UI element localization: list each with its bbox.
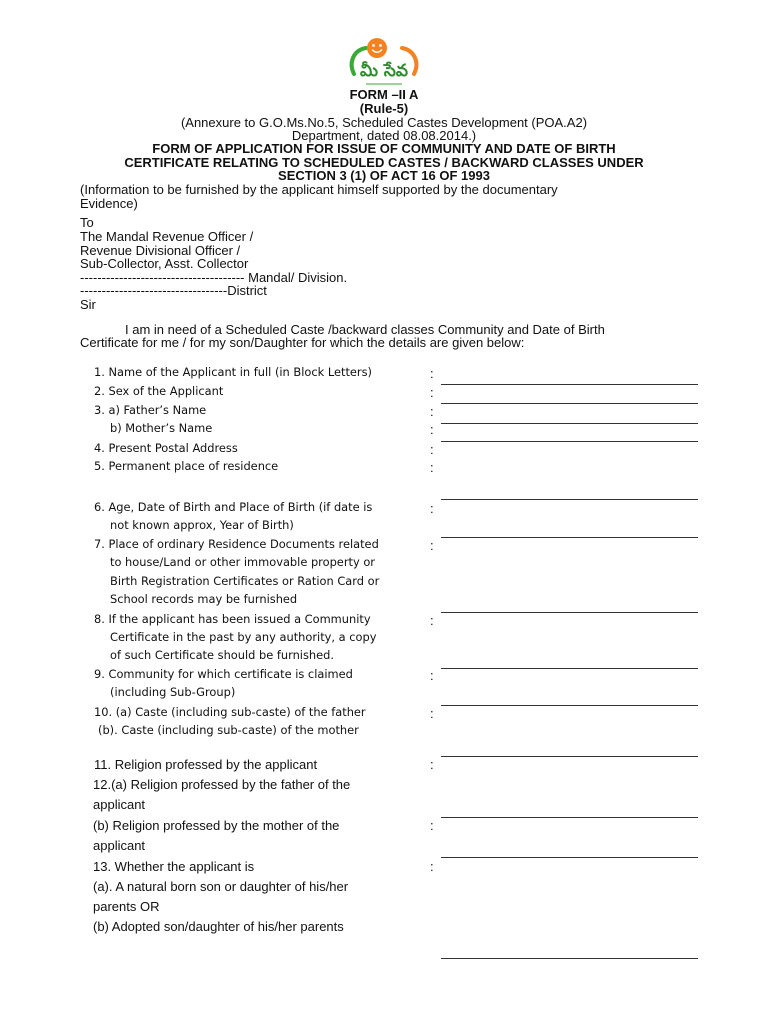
question-3a-label: 3. a) Father’s Name: [94, 403, 207, 417]
annexure-line-1: (Annexure to G.O.Ms.No.5, Scheduled Castes Development (POA.A2): [180, 115, 588, 130]
answer-line-q13[interactable]: [441, 958, 698, 959]
colon-q3b: :: [430, 422, 434, 437]
intro-line-1: I am in need of a Scheduled Caste /backward classes Community and Date of Birth: [125, 322, 605, 337]
question-8-label-line-3: of such Certificate should be furnished.: [110, 648, 334, 662]
option-a-line-2: parents OR: [93, 899, 160, 914]
question-11-label: 11. Religion professed by the applicant: [94, 757, 318, 772]
form-title: FORM –II A: [349, 87, 419, 102]
address-line-1: The Mandal Revenue Officer /: [80, 229, 254, 244]
answer-line-q9[interactable]: [441, 705, 698, 706]
address-to: To: [80, 215, 94, 230]
main-title-line-1: FORM OF APPLICATION FOR ISSUE OF COMMUNITY AND DATE OF BIRTH: [152, 141, 616, 156]
question-6-label-line-1: 6. Age, Date of Birth and Place of Birth (if date is: [94, 500, 373, 514]
address-line-2: Revenue Divisional Officer /: [80, 243, 241, 258]
answer-line-q3b[interactable]: [441, 441, 698, 442]
logo-script-text: మీ సేవ: [360, 61, 408, 81]
answer-line-q1[interactable]: [441, 384, 698, 385]
answer-line-q10[interactable]: [441, 756, 698, 757]
colon-q10: :: [430, 706, 434, 721]
question-13-label: 13. Whether the applicant is: [93, 859, 255, 874]
question-7-label-line-1: 7. Place of ordinary Residence Documents related: [94, 537, 379, 551]
colon-q11: :: [430, 757, 434, 772]
main-title-line-2: CERTIFICATE RELATING TO SCHEDULED CASTES / BACKWARD CLASSES UNDER: [124, 155, 644, 170]
address-line-3: Sub-Collector, Asst. Collector: [80, 256, 249, 271]
address-mandal: -------------------------------------- Mandal/ Division.: [80, 270, 348, 285]
question-12a-label-line-1: 12.(a) Religion professed by the father of the: [93, 777, 351, 792]
intro-line-2: Certificate for me / for my son/Daughter for which the details are given below:: [80, 335, 525, 350]
mee-seva-logo: [344, 36, 424, 88]
smiley-icon: [367, 38, 387, 58]
main-title-line-3: SECTION 3 (1) OF ACT 16 OF 1993: [278, 168, 490, 183]
logo-emblem: [344, 36, 424, 88]
question-12b-label-line-1: (b) Religion professed by the mother of the: [93, 818, 340, 833]
question-1-label: 1. Name of the Applicant in full (in Block Letters): [94, 365, 372, 379]
question-9-label-line-1: 9. Community for which certificate is claimed: [94, 667, 353, 681]
answer-line-q7[interactable]: [441, 612, 698, 613]
colon-q1: :: [430, 366, 434, 381]
question-7-label-line-2: to house/Land or other immovable property or: [110, 555, 375, 569]
question-10b-label: (b). Caste (including sub-caste) of the mother: [98, 723, 359, 737]
question-8-label-line-1: 8. If the applicant has been issued a Community: [94, 612, 371, 626]
question-12a-label-line-2: applicant: [93, 797, 146, 812]
colon-q2: :: [430, 385, 434, 400]
colon-q9: :: [430, 668, 434, 683]
question-7-label-line-3: Birth Registration Certificates or Ration Card or: [110, 574, 380, 588]
question-3b-label: b) Mother’s Name: [110, 421, 213, 435]
info-note-line-1: (Information to be furnished by the applicant himself supported by the documentary: [80, 182, 558, 197]
question-2-label: 2. Sex of the Applicant: [94, 384, 224, 398]
annexure-line-2: Department, dated 08.08.2014.): [291, 128, 477, 143]
answer-line-q12b[interactable]: [441, 857, 698, 858]
answer-line-q5[interactable]: [441, 499, 698, 500]
colon-q12b: :: [430, 818, 434, 833]
colon-q3a: :: [430, 404, 434, 419]
colon-q7: :: [430, 538, 434, 553]
colon-q8: :: [430, 613, 434, 628]
rule-label: (Rule-5): [359, 101, 409, 116]
colon-q4: :: [430, 442, 434, 457]
question-4-label: 4. Present Postal Address: [94, 441, 238, 455]
info-note-line-2: Evidence): [80, 196, 138, 211]
question-10a-label: 10. (a) Caste (including sub-caste) of the father: [94, 705, 366, 719]
colon-q6: :: [430, 501, 434, 516]
colon-q13: :: [430, 859, 434, 874]
answer-line-q3a[interactable]: [441, 423, 698, 424]
colon-q5: :: [430, 460, 434, 475]
salutation: Sir: [80, 297, 96, 312]
answer-line-q2[interactable]: [441, 403, 698, 404]
address-district: ----------------------------------District: [80, 283, 267, 298]
answer-line-q8[interactable]: [441, 668, 698, 669]
question-8-label-line-2: Certificate in the past by any authority, a copy: [110, 630, 377, 644]
option-a-line-1: (a). A natural born son or daughter of his/her: [93, 879, 349, 894]
question-6-label-line-2: not known approx, Year of Birth): [110, 518, 294, 532]
answer-line-q12a[interactable]: [441, 817, 698, 818]
option-b-line: (b) Adopted son/daughter of his/her parents: [93, 919, 344, 934]
question-9-label-line-2: (including Sub-Group): [110, 685, 236, 699]
question-5-label: 5. Permanent place of residence: [94, 459, 279, 473]
answer-line-q6[interactable]: [441, 537, 698, 538]
question-7-label-line-4: School records may be furnished: [110, 592, 298, 606]
question-12b-label-line-2: applicant: [93, 838, 146, 853]
